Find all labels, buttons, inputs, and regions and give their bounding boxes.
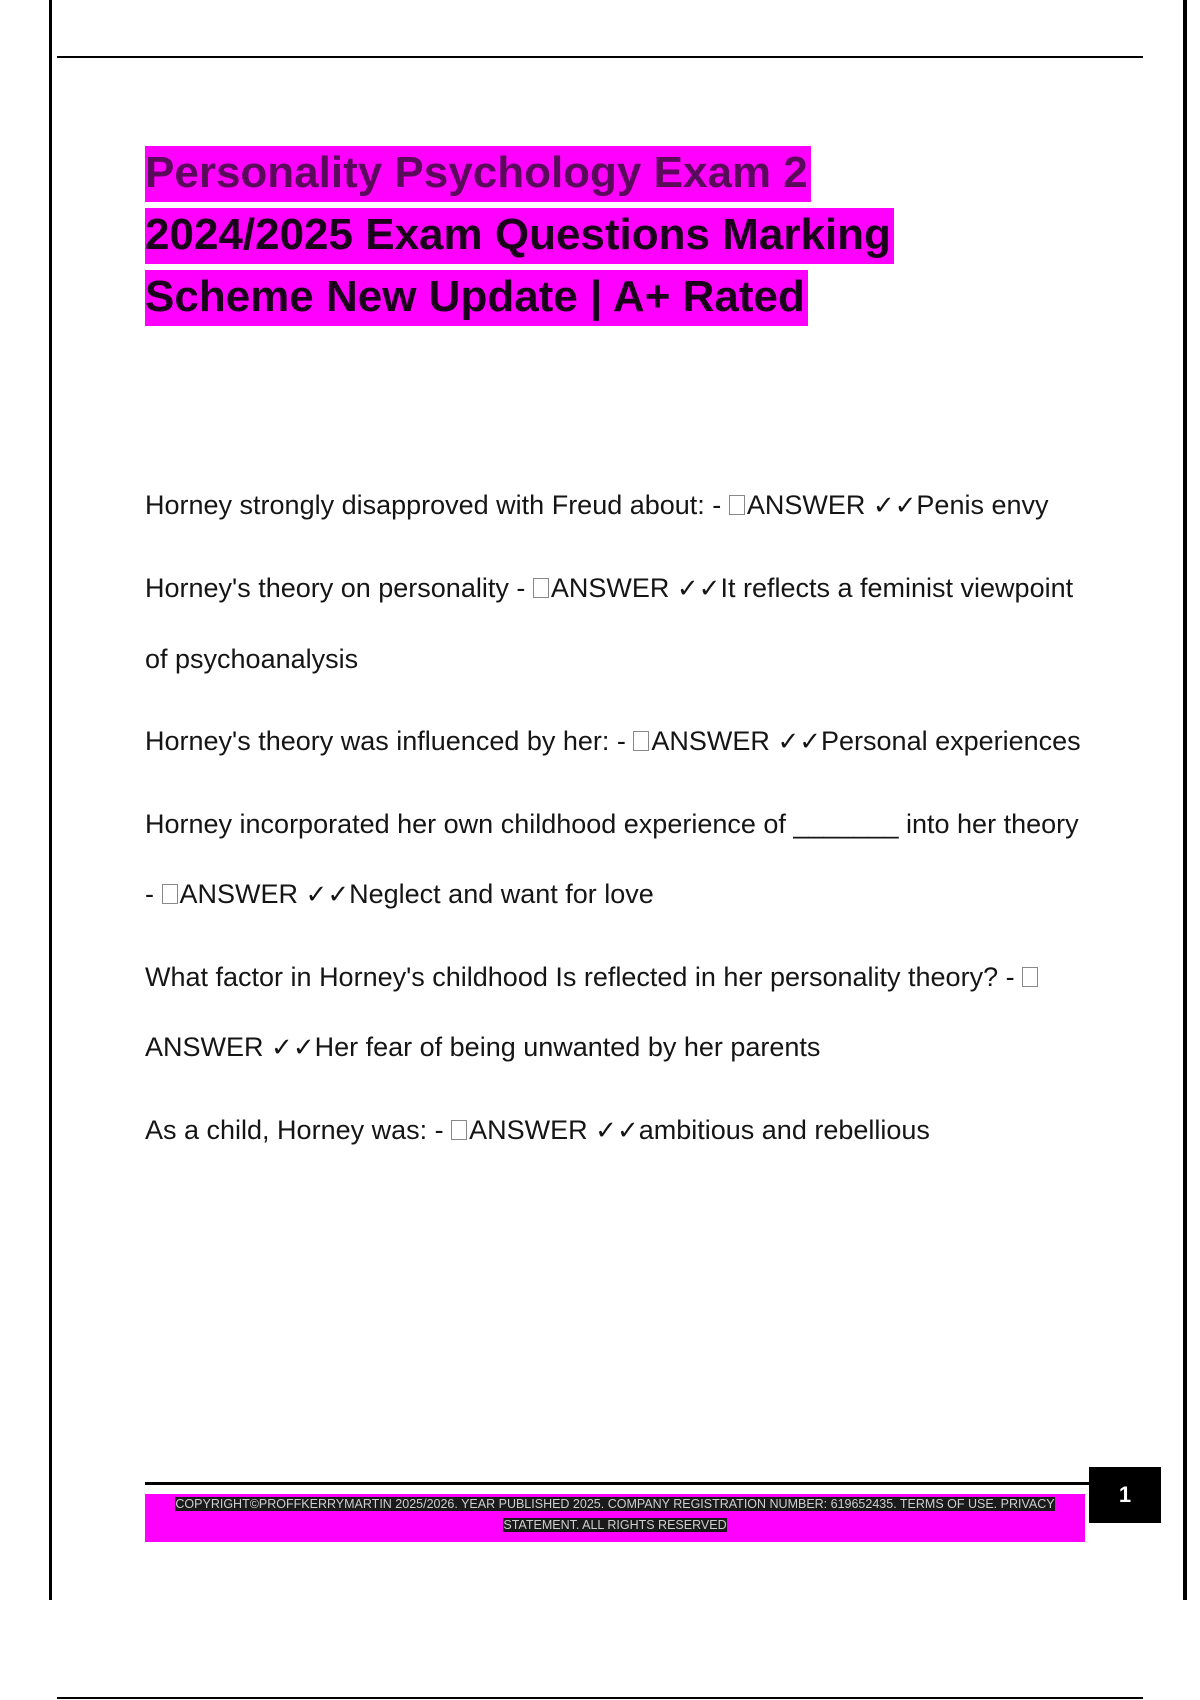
copyright-footer: [145, 1494, 1085, 1542]
header-rule: [57, 56, 1143, 58]
document-title: [145, 146, 1045, 332]
answer-marker: ANSWER: [746, 490, 866, 520]
missing-glyph-box-icon: [729, 495, 745, 515]
missing-glyph-box-icon: [633, 731, 649, 751]
answer-text: Personal experiences: [821, 726, 1081, 756]
answer-marker: ANSWER: [179, 879, 299, 909]
qa-item: [145, 942, 1095, 1083]
qa-item: [145, 1095, 1095, 1166]
answer-text: Her fear of being unwanted by her parents: [314, 1032, 821, 1062]
answer-text: It reflects a feminist viewpoint of psychoanalysis: [145, 573, 1074, 674]
missing-glyph-box-icon: [533, 578, 549, 598]
answer-text: ambitious and rebellious: [638, 1115, 930, 1145]
answer-marker: ANSWER: [550, 573, 670, 603]
title-line-1: Personality Psychology Exam 2: [145, 146, 811, 202]
double-check-icon: ✓✓: [676, 574, 721, 604]
answer-text: Neglect and want for love: [349, 879, 654, 909]
question-text: Horney incorporated her own childhood experience of _______ into her theory -: [145, 809, 1079, 909]
answer-marker: ANSWER: [145, 1032, 264, 1062]
copyright-text: COPYRIGHT©PROFFKERRYMARTIN 2025/2026. YEAR PUBLISHED 2025. COMPANY REGISTRATION NUMBER: 619652435. TERMS OF USE. PRIVACY STATEMENT. ALL RIGHTS RESERVED: [175, 1497, 1055, 1532]
question-text: Horney strongly disapproved with Freud about: -: [145, 490, 722, 520]
double-check-icon: ✓✓: [595, 1116, 639, 1146]
footer-rule: [145, 1482, 1090, 1485]
qa-item: [145, 470, 1095, 541]
double-check-icon: ✓✓: [872, 491, 917, 521]
missing-glyph-box-icon: [162, 884, 178, 904]
answer-marker: ANSWER: [651, 726, 770, 756]
page-border-right: [1183, 0, 1187, 1600]
qa-item: [145, 553, 1095, 694]
missing-glyph-box-icon: [451, 1120, 467, 1140]
page-border-left: [49, 0, 52, 1600]
question-text: What factor in Horney's childhood Is reflected in her personality theory? -: [145, 962, 1015, 992]
question-text: Horney's theory on personality -: [145, 573, 526, 603]
qa-item: [145, 789, 1095, 930]
answer-text: Penis envy: [916, 490, 1049, 520]
next-page-rule: [57, 1697, 1143, 1699]
double-check-icon: ✓✓: [271, 1033, 315, 1063]
missing-glyph-box-icon: [1022, 967, 1038, 987]
qa-item: [145, 706, 1095, 777]
title-line-2: 2024/2025 Exam Questions Marking: [145, 208, 894, 264]
double-check-icon: ✓✓: [305, 880, 350, 910]
answer-marker: ANSWER: [469, 1115, 588, 1145]
title-line-3: Scheme New Update | A+ Rated: [145, 270, 808, 326]
question-text: As a child, Horney was: -: [145, 1115, 444, 1145]
question-text: Horney's theory was influenced by her: -: [145, 726, 626, 756]
question-list: [145, 470, 1095, 1178]
page-number: 1: [1089, 1467, 1161, 1523]
double-check-icon: ✓✓: [777, 727, 822, 757]
